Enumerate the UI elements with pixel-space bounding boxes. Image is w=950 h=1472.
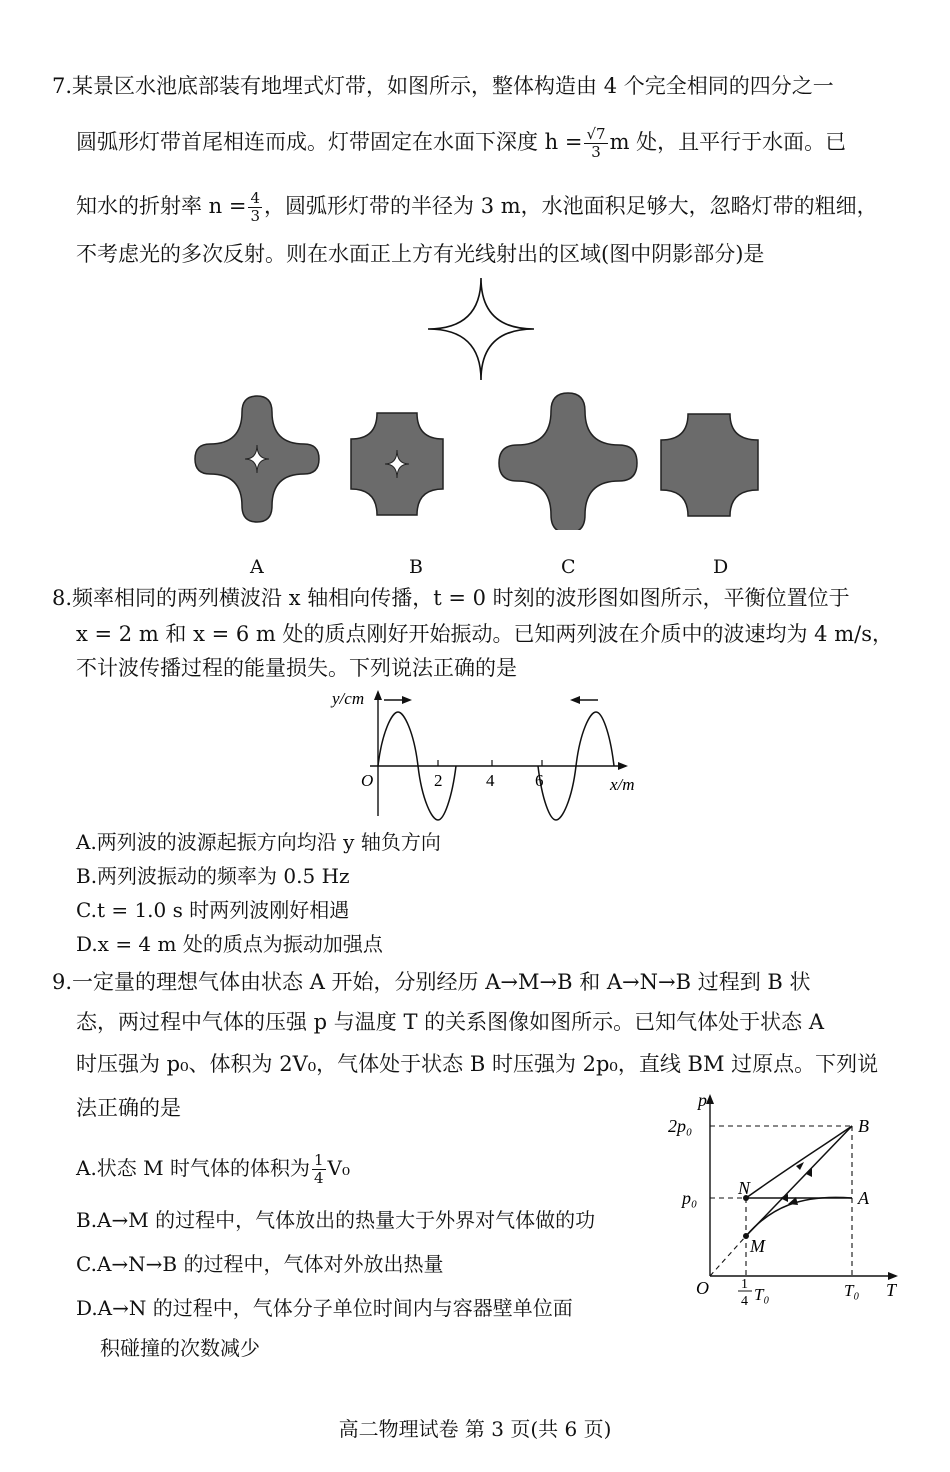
- left-arrow-head: [570, 696, 580, 704]
- q7-line-2-b: m 处，且平行于水面。已: [609, 130, 847, 154]
- q7-line-2: [76, 126, 846, 161]
- T-axis-label: T: [886, 1280, 897, 1300]
- h-denominator: 3: [591, 143, 601, 161]
- q8-option-d: D.x = 4 m 处的质点为振动加强点: [76, 932, 383, 956]
- q9-pT-graph: [660, 1090, 920, 1312]
- q9-option-a-post: V₀: [327, 1156, 351, 1180]
- q9-line-2: 态，两过程中气体的压强 p 与温度 T 的关系图像如图所示。已知气体处于状态 A: [76, 1010, 824, 1034]
- q7-line-4: 不考虑光的多次反射。则在水面正上方有光线射出的区域(图中阴影部分)是: [76, 242, 765, 266]
- label-B: B: [858, 1116, 869, 1136]
- q8-line-2: x = 2 m 和 x = 6 m 处的质点刚好开始振动。已知两列波在介质中的波速均为 4 m/s，: [76, 622, 893, 646]
- x-axis-arrow: [618, 762, 628, 770]
- q8-option-c: C.t = 1.0 s 时两列波刚好相遇: [76, 898, 350, 922]
- point-M: [743, 1233, 749, 1239]
- option-c-label: C: [561, 556, 576, 578]
- label-M: M: [750, 1236, 765, 1256]
- q7-line-3-a: 知水的折射率 n =: [76, 194, 247, 218]
- option-b-label: B: [409, 556, 423, 578]
- curve-A-M: [746, 1197, 852, 1236]
- quarter-denominator: 4: [314, 1169, 324, 1187]
- option-b-shape: [351, 413, 443, 515]
- line-M-B: [746, 1126, 852, 1236]
- label-T0: T₀: [844, 1281, 860, 1300]
- label-quarter-num: 1: [741, 1277, 748, 1292]
- astroid-curve: [428, 278, 534, 380]
- q8-option-a: A.两列波的波源起振方向均沿 y 轴负方向: [76, 830, 441, 854]
- label-p0: p₀: [682, 1188, 698, 1208]
- origin-label: O: [696, 1278, 709, 1298]
- p-axis-label: p: [698, 1090, 707, 1110]
- right-arrow-head: [402, 696, 412, 704]
- option-c-shape: [499, 393, 637, 530]
- origin-label: O: [361, 771, 374, 790]
- label-quarter-T0: T₀: [754, 1285, 770, 1304]
- n-fraction: [248, 190, 262, 225]
- dash-origin-M: [710, 1236, 746, 1276]
- q9-option-d-line-2: 积碰撞的次数减少: [100, 1336, 260, 1360]
- q7-line-1: 7.某景区水池底部装有地埋式灯带，如图所示，整体构造由 4 个完全相同的四分之一: [52, 74, 834, 98]
- label-2p0: 2p₀: [668, 1116, 693, 1136]
- q7-light-strip-figure: [420, 272, 542, 386]
- label-A: A: [858, 1188, 869, 1208]
- h-fraction: [584, 126, 607, 161]
- x-axis-label: x/m: [610, 775, 635, 794]
- q9-line-1: 9.一定量的理想气体由状态 A 开始，分别经历 A→M→B 和 A→N→B 过程到 B 状: [52, 970, 811, 994]
- q8-wave-graph: [330, 686, 660, 824]
- option-a-shape: [195, 396, 319, 522]
- q9-option-a: [76, 1152, 350, 1187]
- q9-option-c: C.A→N→B 的过程中，气体对外放出热量: [76, 1252, 444, 1276]
- q8-line-3: 不计波传播过程的能量损失。下列说法正确的是: [76, 656, 517, 680]
- q8-option-b: B.两列波振动的频率为 0.5 Hz: [76, 864, 350, 888]
- quarter-fraction: [312, 1152, 326, 1187]
- T-axis-arrow: [888, 1272, 898, 1280]
- q9-option-b: B.A→M 的过程中，气体放出的热量大于外界对气体做的功: [76, 1208, 596, 1232]
- tick-label-4: 4: [486, 771, 495, 790]
- q9-line-4: 法正确的是: [76, 1096, 181, 1120]
- q7-line-2-a: 圆弧形灯带首尾相连而成。灯带固定在水面下深度 h =: [76, 130, 583, 154]
- label-quarter-den: 4: [741, 1294, 748, 1309]
- tick-label-6: 6: [535, 771, 544, 790]
- q7-options-figure: [165, 390, 805, 530]
- q9-option-a-pre: A.状态 M 时气体的体积为: [76, 1156, 310, 1180]
- option-d-label: D: [713, 556, 729, 578]
- option-d-shape: [661, 414, 758, 516]
- y-axis-arrow: [374, 690, 382, 700]
- quarter-numerator: 1: [314, 1151, 324, 1169]
- label-N: N: [738, 1178, 751, 1198]
- q9-line-3: 时压强为 p₀、体积为 2V₀，气体处于状态 B 时压强为 2p₀，直线 BM 过原点。下列说: [76, 1052, 879, 1076]
- q9-option-d-line-1: D.A→N 的过程中，气体分子单位时间内与容器壁单位面: [76, 1296, 573, 1320]
- h-numerator: √7: [586, 125, 606, 143]
- p-axis-arrow: [706, 1094, 714, 1104]
- n-denominator: 3: [250, 207, 261, 225]
- tick-label-2: 2: [434, 771, 443, 790]
- page-footer: 高二物理试卷 第 3 页(共 6 页): [338, 1417, 612, 1441]
- q7-line-3-b: ，圆弧形灯带的半径为 3 m，水池面积足够大，忽略灯带的粗细，: [264, 194, 878, 218]
- y-axis-label: y/cm: [332, 689, 365, 708]
- arrow-NA: [780, 1194, 788, 1202]
- curve-N-B: [746, 1126, 852, 1198]
- q7-line-3: [76, 190, 878, 225]
- q8-line-1: 8.频率相同的两列横波沿 x 轴相向传播，t = 0 时刻的波形图如图所示，平衡位置位于: [52, 586, 850, 610]
- n-numerator: 4: [250, 189, 261, 207]
- option-a-label: A: [250, 556, 264, 578]
